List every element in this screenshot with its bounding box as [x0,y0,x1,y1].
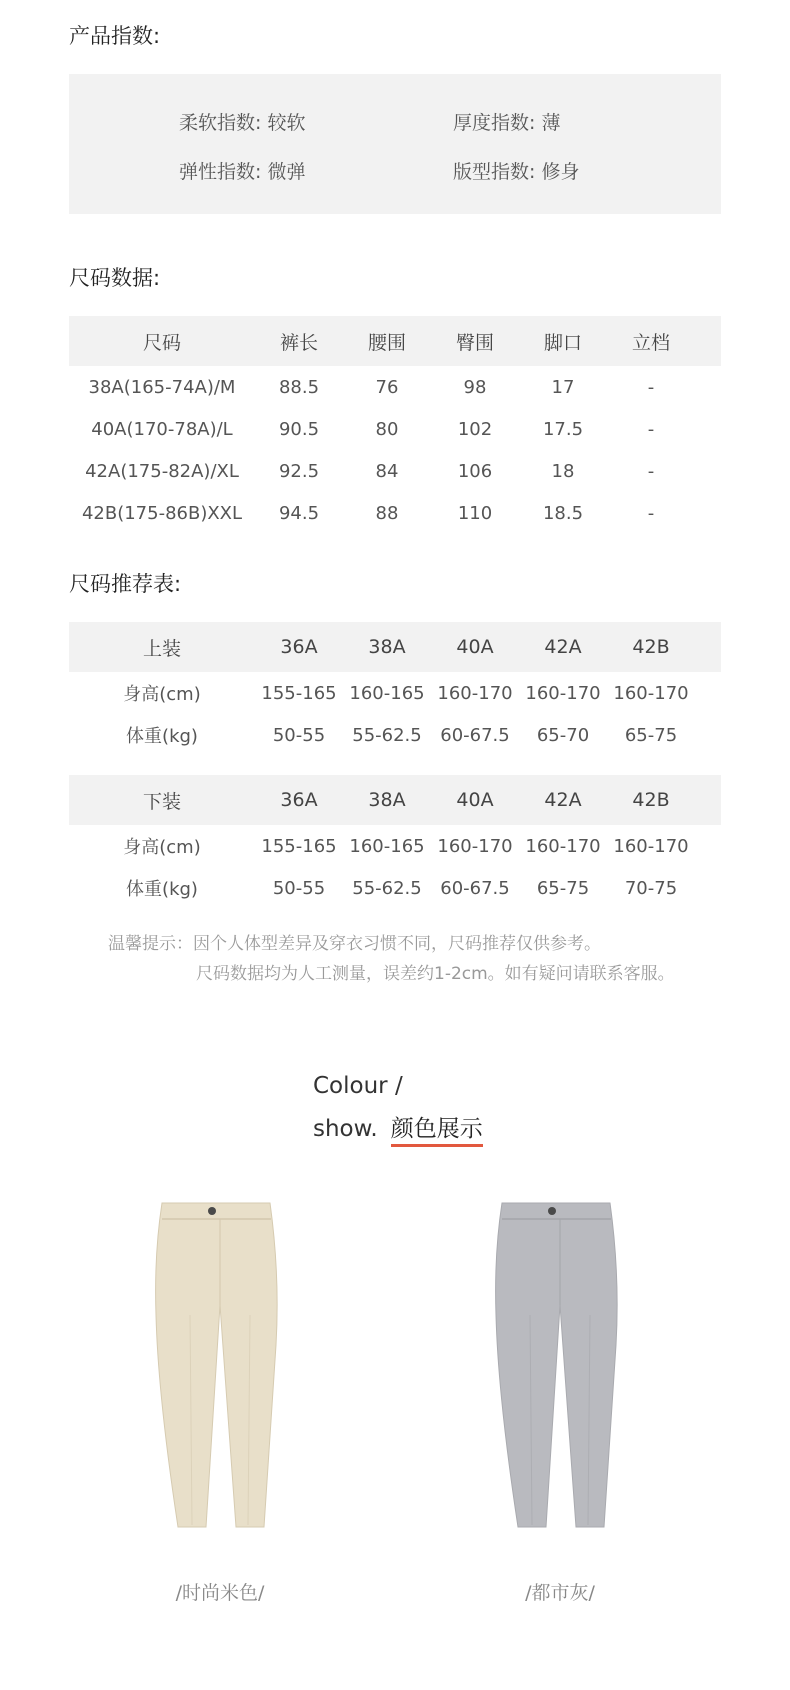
waist-cell: 76 [375,376,399,398]
table-row [69,867,721,909]
fit-value: 修身 [541,161,580,183]
size-data-table [69,316,721,534]
header-size: 40A [456,636,494,658]
value-cell: 160-170 [437,835,513,857]
value-cell: 60-67.5 [440,724,510,746]
tops-header-row [69,622,721,672]
size-cell: 42A(175-82A)/XL [85,460,239,482]
value-cell: 65-75 [536,877,590,899]
elasticity-index [179,157,305,184]
header-size: 36A [280,636,318,658]
colour-heading [313,1110,483,1143]
value-cell: 155-165 [261,835,337,857]
value-cell: 55-62.5 [352,724,422,746]
header-category: 下装 [142,790,181,813]
fit-index [453,157,579,184]
length-cell: 94.5 [278,502,320,524]
product-index-title: 产品指数: [69,24,161,48]
tops-recommend-table [69,622,721,756]
header-hip: 臀围 [455,331,494,354]
length-cell: 88.5 [278,376,320,398]
length-cell: 90.5 [278,418,320,440]
value-cell: 160-170 [613,835,689,857]
header-size: 42B [632,789,670,811]
value-cell: 160-170 [437,682,513,704]
header-length: 裤长 [279,331,318,354]
header-size: 42A [544,636,582,658]
product-index-panel [69,74,721,214]
size-cell: 38A(165-74A)/M [88,376,236,398]
colour-heading-en-1: Colour / [313,1073,403,1099]
row-label: 体重(kg) [126,726,198,747]
rise-cell: - [647,502,655,524]
value-cell: 55-62.5 [352,877,422,899]
table-row [69,408,721,450]
hem-cell: 17 [551,376,575,398]
hip-cell: 98 [463,376,487,398]
value-cell: 60-67.5 [440,877,510,899]
bottoms-header-row [69,775,721,825]
header-waist: 腰围 [367,331,406,354]
length-cell: 92.5 [278,460,320,482]
elasticity-label: 弹性指数: [179,161,262,183]
waist-cell: 84 [375,460,399,482]
value-cell: 160-170 [613,682,689,704]
header-category: 上装 [142,637,181,660]
value-cell: 65-70 [536,724,590,746]
bottoms-recommend-table [69,775,721,909]
size-cell: 42B(175-86B)XXL [81,502,243,524]
softness-label: 柔软指数: [179,112,262,134]
table-row [69,714,721,756]
header-size: 尺码 [142,331,181,354]
hem-cell: 17.5 [542,418,584,440]
grey-trousers-image [480,1195,640,1535]
size-tip-line-2: 尺码数据均为人工测量，误差约1-2cm。如有疑问请联系客服。 [196,964,675,984]
value-cell: 50-55 [272,724,326,746]
size-data-header-row [69,316,721,366]
value-cell: 70-75 [624,877,678,899]
row-label: 身高(cm) [123,837,201,858]
rise-cell: - [647,418,655,440]
header-size: 40A [456,789,494,811]
table-row [69,825,721,867]
softness-value: 较软 [267,112,306,134]
table-row [69,450,721,492]
softness-index [179,108,305,135]
size-tip-line-1: 温馨提示：因个人体型差异及穿衣习惯不同，尺码推荐仅供参考。 [108,934,601,954]
waist-cell: 88 [375,502,399,524]
header-size: 38A [368,636,406,658]
size-data-title: 尺码数据: [69,266,161,290]
elasticity-value: 微弹 [267,161,306,183]
colour-caption-beige: /时尚米色/ [175,1582,265,1604]
header-hem: 脚口 [543,331,582,354]
header-size: 36A [280,789,318,811]
beige-trousers-image [140,1195,300,1535]
value-cell: 50-55 [272,877,326,899]
thickness-label: 厚度指数: [453,112,536,134]
hip-cell: 102 [457,418,493,440]
thickness-value: 薄 [541,112,561,134]
row-label: 体重(kg) [126,879,198,900]
value-cell: 65-75 [624,724,678,746]
rise-cell: - [647,376,655,398]
hip-cell: 106 [457,460,493,482]
colour-heading-cn: 颜色展示 [391,1116,483,1147]
value-cell: 160-165 [349,682,425,704]
colour-heading-en-2: show. [313,1116,378,1142]
header-size: 42A [544,789,582,811]
header-size: 38A [368,789,406,811]
value-cell: 160-165 [349,835,425,857]
size-recommend-title: 尺码推荐表: [69,572,182,596]
hip-cell: 110 [457,502,493,524]
size-cell: 40A(170-78A)/L [91,418,233,440]
rise-cell: - [647,460,655,482]
header-size: 42B [632,636,670,658]
value-cell: 160-170 [525,682,601,704]
table-row [69,672,721,714]
table-row [69,492,721,534]
thickness-index [453,108,560,135]
table-row [69,366,721,408]
colour-caption-grey: /都市灰/ [525,1582,595,1604]
fit-label: 版型指数: [453,161,536,183]
hem-cell: 18 [551,460,575,482]
value-cell: 160-170 [525,835,601,857]
hem-cell: 18.5 [542,502,584,524]
waist-cell: 80 [375,418,399,440]
row-label: 身高(cm) [123,684,201,705]
value-cell: 155-165 [261,682,337,704]
header-rise: 立档 [631,331,670,354]
